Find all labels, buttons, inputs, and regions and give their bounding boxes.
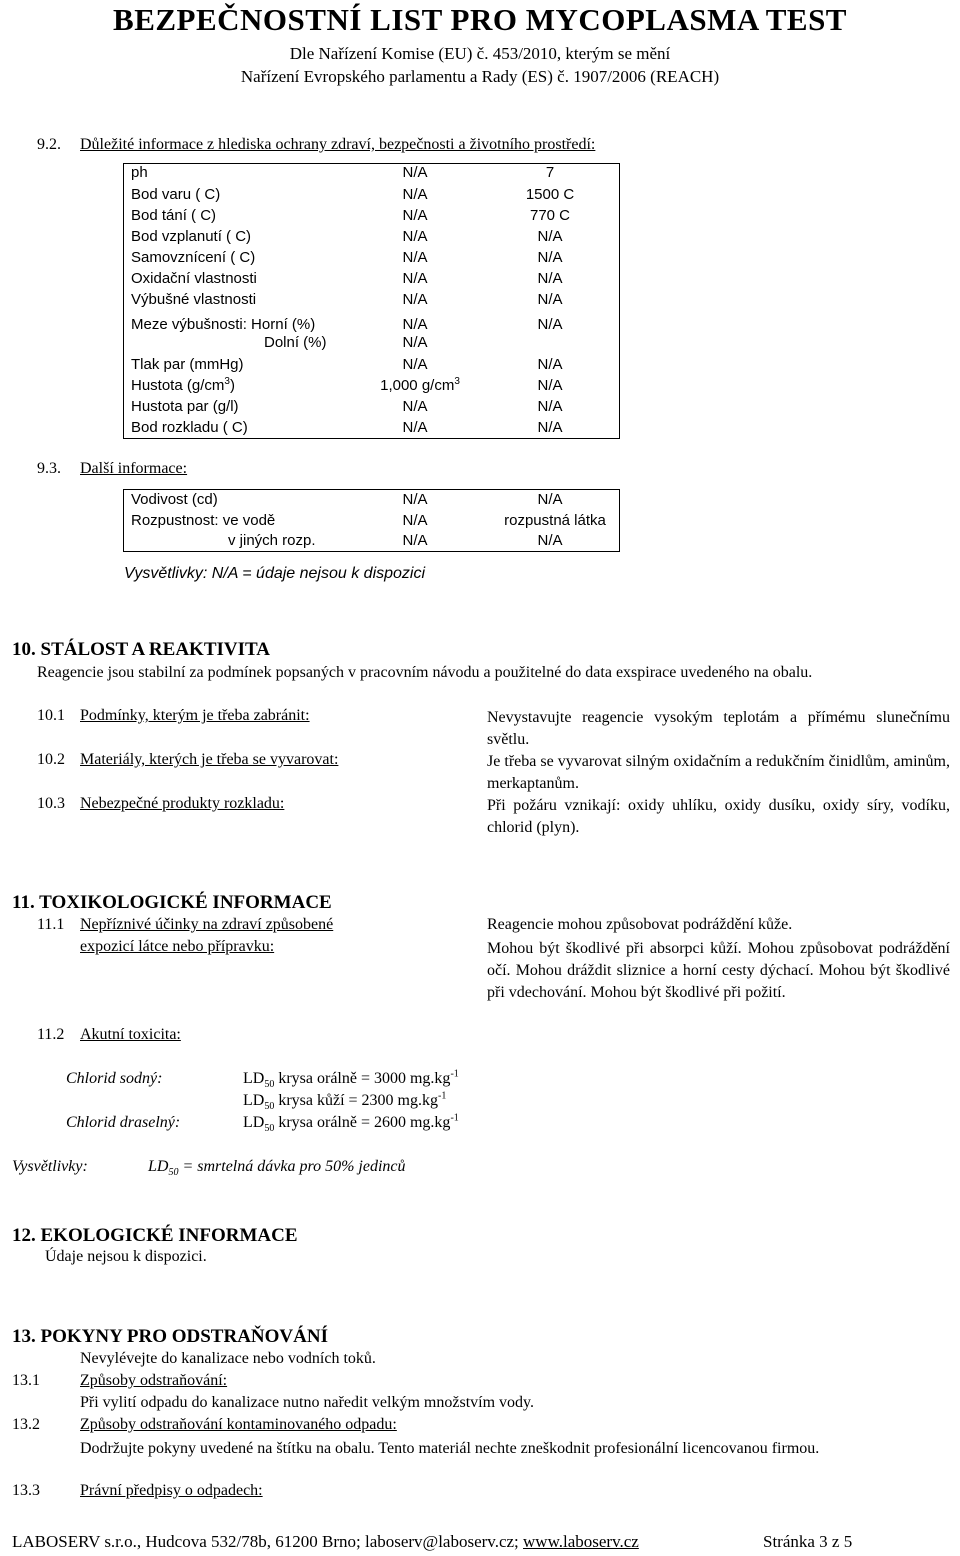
other-row-value: rozpustná látka	[504, 512, 606, 529]
section-9-2-title: Důležité informace z hlediska ochrany zdraví, bezpečnosti a životního prostředí:	[80, 136, 596, 153]
header-regulation-line-2: Nařízení Evropského parlamentu a Rady (ES) č. 1907/2006 (REACH)	[240, 67, 720, 86]
prop-row-value: N/A	[402, 316, 428, 333]
footer-website-link[interactable]: www.laboserv.cz	[523, 1532, 639, 1551]
item-11-1-label-line-1: Nepříznivé účinky na zdraví způsobené	[80, 916, 334, 933]
prop-row-label: Dolní (%)	[264, 334, 327, 351]
item-10-1-label: Podmínky, kterým je třeba zabránit:	[80, 707, 310, 724]
prop-row-value: N/A	[537, 270, 563, 287]
item-10-2-label: Materiály, kterých je třeba se vyvarovat:	[80, 751, 339, 768]
prop-row-value: N/A	[537, 419, 563, 436]
item-13-1-text: Při vylití odpadu do kanalizace nutno naředit velkým množstvím vody.	[80, 1394, 534, 1411]
prop-row-value: N/A	[402, 186, 428, 203]
prop-row-value: N/A	[537, 377, 563, 394]
tox-value: $LD_{50}$ krysa orálně = 3000 $mg.kg^{-1}$	[243, 1068, 459, 1091]
prop-row-label: Bod vzplanutí ( C)	[131, 228, 252, 245]
prop-row-value: N/A	[402, 419, 428, 436]
ld50-explanation-label: Vysvětlivky:	[12, 1158, 88, 1175]
prop-row-value: N/A	[402, 334, 428, 351]
prop-row-value: 7	[545, 164, 555, 181]
item-13-2-label: Způsoby odstraňování kontaminovaného odpadu:	[80, 1416, 397, 1433]
tox-substance-name: Chlorid sodný:	[66, 1070, 163, 1087]
item-11-1-text: Mohou být škodlivé při absorpci kůží. Mohou způsobovat podráždění očí. Mohou dráždit sliznice a horní cesty dýchací. Mohou být škodlivé při vdechování. Mohou být škodlivé při požití.	[487, 940, 950, 1001]
section-12-heading: 12. EKOLOGICKÉ INFORMACE	[12, 1225, 298, 1246]
prop-row-value: 1,000 $g/cm^3$	[380, 376, 460, 394]
prop-row-label: Hustota par (g/l)	[131, 398, 239, 415]
prop-row-value: 1500 C	[525, 186, 575, 203]
prop-row-value: N/A	[402, 207, 428, 224]
item-10-3-label: Nebezpečné produkty rozkladu:	[80, 795, 285, 812]
tox-substance-name: Chlorid draselný:	[66, 1114, 181, 1131]
item-10-1-number: 10.1	[37, 707, 65, 724]
other-row-label: Vodivost (cd)	[131, 491, 218, 508]
prop-row-value: N/A	[402, 398, 428, 415]
other-row-value: N/A	[537, 491, 563, 508]
item-11-2-label: Akutní toxicita:	[80, 1026, 181, 1043]
item-11-1-number: 11.1	[37, 916, 65, 933]
other-row-label: v jiných rozp.	[228, 532, 316, 549]
ld50-explanation-text: $LD_{50}$ = smrtelná dávka pro 50% jedinců	[148, 1158, 406, 1179]
prop-row-label: Hustota $(g/cm^3)$	[131, 376, 235, 394]
item-13-3-label: Právní předpisy o odpadech:	[80, 1482, 263, 1499]
section-9-3-number: 9.3.	[37, 460, 61, 477]
other-row-value: N/A	[402, 512, 428, 529]
item-10-2-number: 10.2	[37, 751, 65, 768]
section-9-3-title: Další informace:	[80, 460, 188, 477]
item-13-1-number: 13.1	[12, 1372, 40, 1389]
tox-value: $LD_{50}$ krysa kůží = 2300 $mg.kg^{-1}$	[243, 1090, 447, 1113]
item-10-1-text: Nevystavujte reagencie vysokým teplotám a přímému slunečnímu světlu.	[487, 709, 950, 748]
prop-row-label: Meze výbušnosti: Horní (%)	[131, 316, 316, 333]
prop-row-label: Bod varu ( C)	[131, 186, 221, 203]
prop-row-value: N/A	[402, 270, 428, 287]
prop-row-value: N/A	[402, 228, 428, 245]
section-12-text: Údaje nejsou k dispozici.	[45, 1248, 207, 1265]
section-10-heading: 10. STÁLOST A REAKTIVITA	[12, 639, 270, 660]
section-13-intro: Nevylévejte do kanalizace nebo vodních toků.	[80, 1350, 376, 1367]
prop-row-value: N/A	[537, 249, 563, 266]
tox-value: $LD_{50}$ krysa orálně = 2600 $mg.kg^{-1}$	[243, 1112, 459, 1135]
prop-row-label: Bod tání ( C)	[131, 207, 217, 224]
prop-row-value: N/A	[537, 228, 563, 245]
prop-row-value: N/A	[402, 249, 428, 266]
footer-address	[12, 1532, 639, 1552]
prop-row-value: N/A	[402, 291, 428, 308]
prop-row-label: Tlak par (mmHg)	[131, 356, 244, 373]
prop-row-label: Oxidační vlastnosti	[131, 270, 257, 287]
other-row-label: Rozpustnost: ve vodě	[131, 512, 276, 529]
item-13-1-label: Způsoby odstraňování:	[80, 1372, 228, 1389]
prop-row-value: 770 C	[529, 207, 571, 224]
footer-company-text: LABOSERV s.r.o., Hudcova 532/78b, 61200 Brno; laboserv@laboserv.cz;	[12, 1532, 524, 1551]
item-13-2-text: Dodržujte pokyny uvedené na štítku na obalu. Tento materiál nechte zneškodnit profesionální licencovanou firmou.	[80, 1440, 820, 1457]
item-10-2-text: Je třeba se vyvarovat silným oxidačním a redukčním činidlům, aminům, merkaptanům.	[487, 753, 950, 792]
prop-row-label: Bod rozkladu ( C)	[131, 419, 248, 436]
section-13-heading: 13. POKYNY PRO ODSTRAŇOVÁNÍ	[12, 1326, 328, 1347]
prop-row-value: N/A	[537, 398, 563, 415]
header-regulation-line-1: Dle Nařízení Komise (EU) č. 453/2010, kterým se mění	[289, 44, 671, 63]
prop-row-value: N/A	[537, 291, 563, 308]
na-explanation-note: Vysvětlivky: N/A = údaje nejsou k dispozici	[124, 565, 426, 582]
item-10-3-text: Při požáru vznikají: oxidy uhlíku, oxidy dusíku, oxidy síry, vodíku, chlorid (plyn).	[487, 797, 950, 836]
item-11-2-number: 11.2	[37, 1026, 65, 1043]
item-13-3-number: 13.3	[12, 1482, 40, 1499]
prop-row-value: N/A	[402, 356, 428, 373]
prop-row-value: N/A	[537, 316, 563, 333]
other-row-value: N/A	[402, 491, 428, 508]
prop-row-label: ph	[131, 164, 148, 181]
prop-row-value: N/A	[537, 356, 563, 373]
footer-page-number: Stránka 3 z 5	[763, 1532, 853, 1551]
other-row-value: N/A	[537, 532, 563, 549]
prop-row-label: Výbušné vlastnosti	[131, 291, 257, 308]
section-9-2-number: 9.2.	[37, 136, 61, 153]
item-11-1-first-line: Reagencie mohou způsobovat podráždění kůže.	[487, 916, 793, 933]
document-title: BEZPEČNOSTNÍ LIST PRO MYCOPLASMA TEST	[113, 2, 847, 37]
item-13-2-number: 13.2	[12, 1416, 40, 1433]
prop-row-value: N/A	[402, 164, 428, 181]
prop-row-label: Samovznícení ( C)	[131, 249, 256, 266]
section-10-intro: Reagencie jsou stabilní za podmínek popsaných v pracovním návodu a použitelné do data exspirace uvedeného na obalu.	[37, 664, 813, 681]
section-11-heading: 11. TOXIKOLOGICKÉ INFORMACE	[12, 892, 332, 913]
other-row-value: N/A	[402, 532, 428, 549]
item-10-3-number: 10.3	[37, 795, 65, 812]
item-11-1-label-line-2: expozicí látce nebo přípravku:	[80, 938, 275, 955]
